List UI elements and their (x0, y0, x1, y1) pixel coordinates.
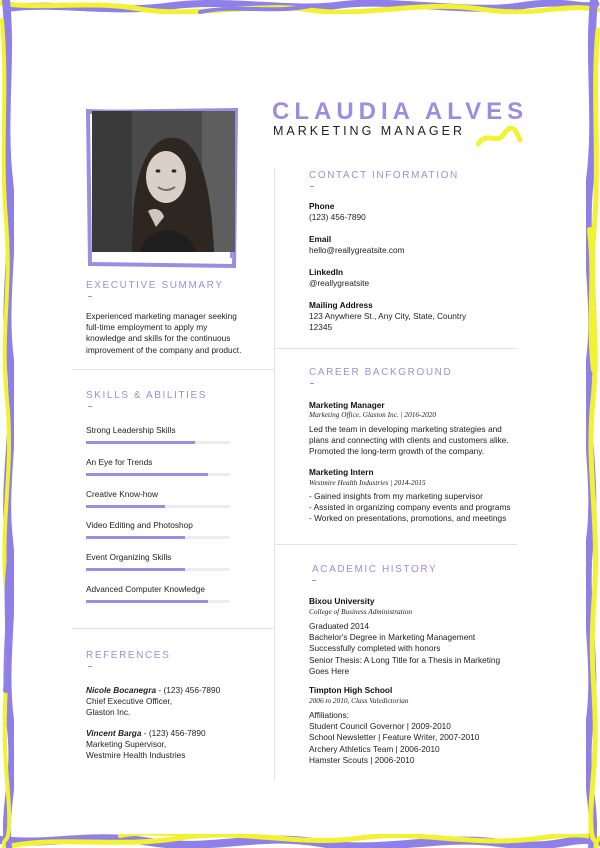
email-label: Email (309, 234, 332, 244)
skill-item (86, 584, 231, 594)
summary-line: Experienced marketing manager seeking (86, 311, 237, 321)
job-role: Marketing Manager (309, 400, 385, 410)
skill-item (86, 425, 231, 435)
reference-name: Vincent Barga (86, 728, 142, 738)
school-line: Bachelor's Degree in Marketing Management (309, 632, 476, 643)
heading-dash (310, 383, 314, 384)
school-line: Archery Athletics Team | 2006-2010 (309, 743, 440, 754)
profile-photo (92, 111, 235, 252)
skill-bar-track (86, 505, 230, 508)
reference-role: Chief Executive Officer, (86, 696, 173, 707)
heading-dash (88, 666, 92, 667)
column-divider (274, 169, 275, 779)
reference-role: Marketing Supervisor, (86, 739, 167, 750)
address-label: Mailing Address (309, 300, 373, 310)
school-details (309, 621, 524, 677)
phone-label: Phone (309, 201, 335, 211)
skill-bar-track (86, 473, 230, 476)
school-line: Student Council Governor | 2009-2010 (309, 721, 451, 732)
career-heading: CAREER BACKGROUND (309, 367, 453, 378)
skill-bar-track (86, 441, 230, 444)
skills-heading: SKILLS & ABILITIES (86, 390, 208, 401)
phone-value: (123) 456-7890 (309, 212, 366, 222)
school-line: Hamster Scouts | 2006-2010 (309, 754, 415, 765)
job-meta: Westmire Health Industries | 2014-2015 (309, 478, 426, 487)
yellow-scribble-decoration (476, 126, 522, 150)
divider-line (274, 348, 518, 349)
divider-line (274, 544, 518, 545)
reference-phone: - (123) 456-7890 (156, 685, 221, 695)
skill-name: Video Editing and Photoshop (86, 520, 193, 530)
heading-dash (310, 186, 314, 187)
summary-line: improvement of the company and product. (86, 344, 242, 355)
job-description (309, 424, 524, 458)
skill-name: Creative Know-how (86, 489, 158, 499)
school-name: Timpton High School (309, 685, 393, 695)
reference-phone: - (123) 456-7890 (141, 728, 206, 738)
divider-line (72, 369, 274, 370)
executive-summary-text (86, 311, 271, 356)
skill-name: Event Organizing Skills (86, 552, 172, 562)
reference-entry (86, 685, 271, 719)
school-line: Graduated 2014 (309, 621, 369, 631)
skill-bar-track (86, 568, 230, 571)
executive-summary-heading: EXECUTIVE SUMMARY (86, 280, 224, 291)
job-role: Marketing Intern (309, 467, 374, 477)
job-line: - Gained insights from my marketing supervisor (309, 491, 483, 501)
school-line: Goes Here (309, 665, 350, 676)
job-line: - Assisted in organizing company events and programs (309, 502, 511, 513)
school-name: Bixou University (309, 596, 375, 606)
heading-dash (312, 580, 316, 581)
school-line: Successfully completed with honors (309, 643, 441, 654)
job-line: Led the team in developing marketing strategies and (309, 424, 502, 434)
job-line: - Worked on presentations, promotions, and meetings (309, 513, 507, 524)
resume-page (14, 14, 586, 834)
summary-line: knowledge and skills for the continuous (86, 333, 231, 344)
skill-name: Advanced Computer Knowledge (86, 584, 205, 594)
address-value (309, 311, 466, 333)
contact-heading: CONTACT INFORMATION (309, 170, 459, 181)
candidate-name: CLAUDIA ALVES (272, 98, 529, 125)
school-details (309, 710, 524, 766)
skill-bar-track (86, 536, 230, 539)
skill-item (86, 552, 231, 562)
skill-item (86, 457, 231, 467)
divider-line (72, 628, 274, 629)
linkedin-label: LinkedIn (309, 267, 344, 277)
school-meta: College of Business Administration (309, 607, 413, 616)
academic-heading: ACADEMIC HISTORY (312, 564, 438, 575)
reference-company: Glaston Inc. (86, 707, 131, 718)
skill-bar-fill (86, 473, 208, 476)
skill-bar-fill (86, 568, 185, 571)
job-meta: Marketing Office, Glaston Inc. | 2016-2020 (309, 410, 437, 419)
skill-name: An Eye for Trends (86, 457, 153, 467)
reference-name: Nicole Bocanegra (86, 685, 157, 695)
skill-name: Strong Leadership Skills (86, 425, 176, 435)
email-value: hello@reallygreatsite.com (309, 245, 405, 255)
job-title: MARKETING MANAGER (273, 124, 465, 138)
skill-bar-fill (86, 505, 165, 508)
skill-bar-fill (86, 536, 185, 539)
school-line: School Newsletter | Feature Writer, 2007-2010 (309, 732, 480, 743)
references-heading: REFERENCES (86, 650, 171, 661)
reference-entry (86, 728, 271, 762)
reference-company: Westmire Health Industries (86, 750, 186, 761)
school-line: Senior Thesis: A Long Title for a Thesis in Marketing (309, 654, 501, 665)
heading-dash (88, 406, 92, 407)
skill-bar-fill (86, 600, 208, 603)
job-line: Promoted the long-term growth of the company. (309, 446, 485, 457)
address-line: 12345 (309, 322, 333, 333)
job-description (309, 491, 524, 525)
skill-bar-fill (86, 441, 195, 444)
school-line: Affiliations: (309, 710, 349, 720)
linkedin-value: @reallygreatsite (309, 278, 370, 288)
address-line: 123 Anywhere St., Any City, State, Country (309, 311, 467, 321)
skill-item (86, 520, 231, 530)
school-meta: 2006 to 2010, Class Valedictorian (309, 696, 409, 705)
skill-item (86, 489, 231, 499)
portrait-image (92, 111, 235, 252)
heading-dash (88, 296, 92, 297)
summary-line: full-time employment to apply my (86, 322, 208, 333)
skill-bar-track (86, 600, 230, 603)
job-line: plans and connecting with clients and customers alike. (309, 435, 509, 446)
